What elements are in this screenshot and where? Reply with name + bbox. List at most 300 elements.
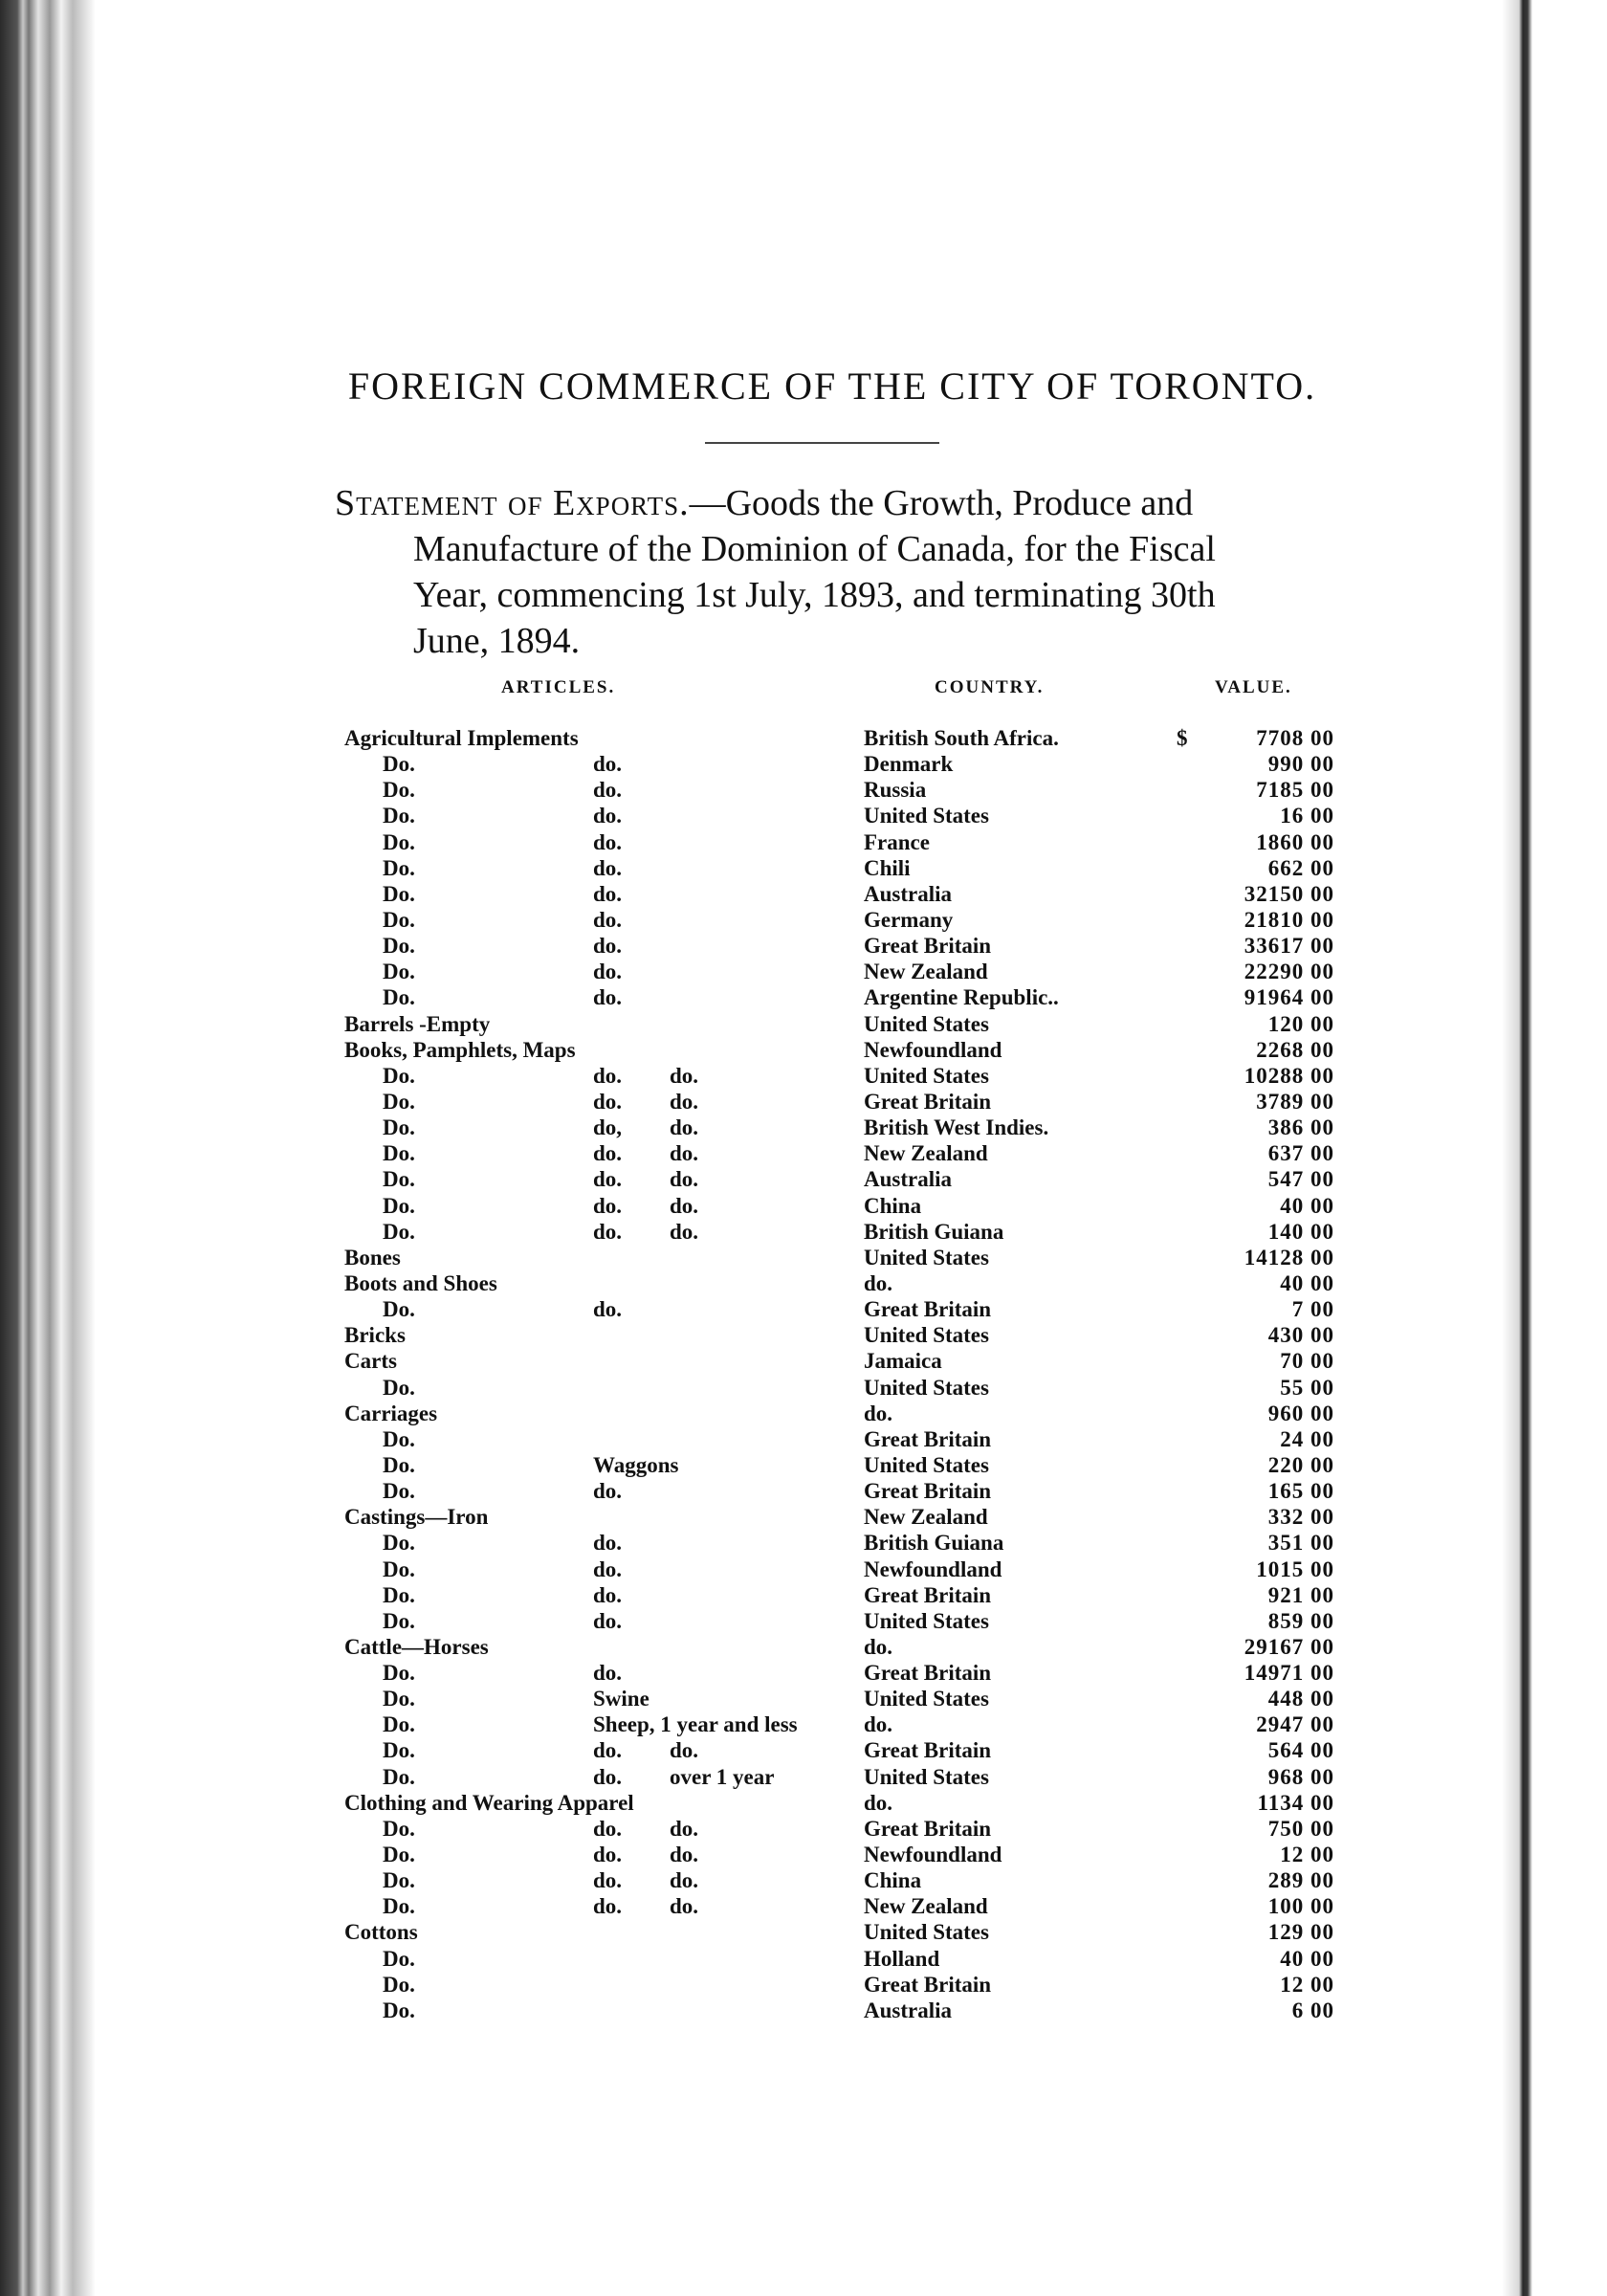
header-country: COUNTRY. (935, 677, 1045, 697)
value-cell (1181, 1790, 1334, 1816)
country-cell (864, 1842, 1132, 1867)
value-cell (1181, 829, 1334, 855)
value-cell (1181, 1893, 1334, 1919)
value-amount: 29167 00 (1244, 1634, 1334, 1659)
value-amount: 3789 00 (1256, 1089, 1334, 1114)
table-row (0, 777, 1607, 803)
article-detail: do. (593, 1167, 623, 1192)
country-name: Great Britain (864, 1479, 992, 1504)
article-name: Do. (383, 1687, 415, 1711)
article-detail-2: do. (670, 1219, 699, 1244)
article-name: Carts (344, 1349, 397, 1374)
article-name: Do. (383, 1141, 415, 1166)
country-cell (864, 1166, 1132, 1192)
value-cell (1181, 1660, 1334, 1686)
value-cell (1181, 1348, 1334, 1374)
country-name: Great Britain (864, 1816, 992, 1841)
article-name: Do. (383, 1219, 415, 1244)
table-row (0, 1063, 1607, 1089)
value-amount: 220 00 (1267, 1452, 1334, 1477)
value-cell (1181, 959, 1334, 984)
country-name: New Zealand (864, 1894, 988, 1919)
country-name: Denmark (864, 752, 954, 777)
value-amount: 40 00 (1280, 1193, 1334, 1218)
article-detail: do, (593, 1115, 623, 1140)
country-name: Great Britain (864, 1297, 992, 1322)
article-name: Do. (383, 1452, 415, 1477)
country-name: Great Britain (864, 1661, 992, 1686)
value-cell (1181, 1946, 1334, 1972)
country-cell (864, 881, 1132, 907)
country-cell (864, 1686, 1132, 1711)
article-name: Do. (383, 1712, 415, 1737)
article-detail-2: do. (670, 1063, 699, 1088)
country-name: United States (864, 1063, 989, 1088)
article-detail: do. (593, 960, 623, 984)
value-amount: 40 00 (1280, 1270, 1334, 1295)
article-name: Bones (344, 1245, 401, 1269)
table-row (0, 1115, 1607, 1140)
country-name: Australia (864, 881, 952, 906)
table-row (0, 1401, 1607, 1426)
value-cell (1181, 984, 1334, 1010)
country-name: Argentine Republic.. (864, 985, 1059, 1010)
value-amount: 14971 00 (1244, 1661, 1334, 1686)
country-name: Great Britain (864, 1972, 992, 1997)
country-cell (864, 1219, 1132, 1245)
table-row (0, 1998, 1607, 2023)
value-amount: 33617 00 (1244, 934, 1334, 959)
country-name: Great Britain (864, 1582, 992, 1607)
table-row (0, 1946, 1607, 1972)
table-row (0, 1919, 1607, 1945)
country-cell (864, 984, 1132, 1010)
value-amount: 24 00 (1280, 1426, 1334, 1451)
value-amount: 921 00 (1267, 1582, 1334, 1607)
country-name: do. (864, 1712, 893, 1737)
article-name: Do. (383, 1661, 415, 1686)
table-row (0, 933, 1607, 959)
article-name: Do. (383, 804, 415, 828)
country-cell (864, 803, 1132, 828)
table-row (0, 1842, 1607, 1867)
article-detail: do. (593, 1661, 623, 1686)
article-detail-2: do. (670, 1894, 699, 1919)
value-cell (1181, 1711, 1334, 1737)
table-row (0, 725, 1607, 751)
country-name: British West Indies. (864, 1115, 1049, 1140)
value-cell (1181, 1919, 1334, 1945)
country-name: France (864, 829, 930, 854)
article-name: Do. (383, 881, 415, 906)
article-name: Do. (383, 1556, 415, 1581)
country-cell (864, 1919, 1132, 1945)
article-detail: do. (593, 881, 623, 906)
article-detail-2: do. (670, 1816, 699, 1841)
value-cell (1181, 1375, 1334, 1401)
value-amount: 2268 00 (1256, 1037, 1334, 1062)
country-cell (864, 1816, 1132, 1842)
value-amount: 351 00 (1267, 1531, 1334, 1556)
article-detail: do. (593, 1608, 623, 1633)
country-name: Newfoundland (864, 1843, 1002, 1867)
country-cell (864, 1270, 1132, 1296)
country-name: British South Africa. (864, 726, 1059, 750)
article-detail: Waggons (593, 1452, 679, 1477)
title-rule (705, 442, 939, 444)
country-name: do. (864, 1790, 893, 1815)
article-detail-2: do. (670, 1843, 699, 1867)
article-name: Do. (383, 1738, 415, 1763)
country-name: United States (864, 804, 989, 828)
value-amount: 129 00 (1267, 1920, 1334, 1945)
country-name: United States (864, 1920, 989, 1945)
value-cell (1181, 803, 1334, 828)
country-name: New Zealand (864, 960, 988, 984)
country-cell (864, 1582, 1132, 1608)
value-cell (1181, 1764, 1334, 1790)
article-detail: do. (593, 1193, 623, 1218)
country-cell (864, 1998, 1132, 2023)
table-row (0, 1219, 1607, 1245)
article-name: Do. (383, 1167, 415, 1192)
value-cell (1181, 1063, 1334, 1089)
table-row (0, 1322, 1607, 1348)
value-amount: 165 00 (1267, 1479, 1334, 1504)
table-row (0, 1816, 1607, 1842)
value-cell (1181, 1270, 1334, 1296)
page-title: FOREIGN COMMERCE OF THE CITY OF TORONTO. (347, 364, 1317, 408)
value-amount: 1134 00 (1257, 1790, 1334, 1815)
country-cell (864, 1426, 1132, 1452)
country-name: Germany (864, 907, 954, 932)
article-detail-2: over 1 year (670, 1764, 775, 1789)
article-name: Do. (383, 1479, 415, 1504)
value-cell (1181, 1011, 1334, 1037)
country-cell (864, 907, 1132, 933)
value-cell (1181, 1478, 1334, 1504)
value-cell (1181, 1582, 1334, 1608)
value-amount: 564 00 (1267, 1738, 1334, 1763)
value-cell (1181, 1634, 1334, 1660)
value-amount: 140 00 (1267, 1219, 1334, 1244)
country-cell (864, 1608, 1132, 1634)
header-articles: ARTICLES. (501, 677, 616, 697)
country-cell (864, 1946, 1132, 1972)
article-name: Do. (383, 1375, 415, 1400)
article-detail: do. (593, 1843, 623, 1867)
country-name: do. (864, 1270, 893, 1295)
value-cell (1181, 1816, 1334, 1842)
value-amount: 2947 00 (1256, 1712, 1334, 1737)
table-row (0, 1140, 1607, 1166)
table-row (0, 1348, 1607, 1374)
value-cell (1181, 881, 1334, 907)
country-name: Newfoundland (864, 1556, 1002, 1581)
country-name: New Zealand (864, 1505, 988, 1530)
country-name: Great Britain (864, 1089, 992, 1114)
table-row (0, 1556, 1607, 1582)
value-amount: 7 00 (1291, 1297, 1334, 1322)
table-row (0, 1037, 1607, 1063)
value-cell (1181, 1867, 1334, 1893)
value-amount: 55 00 (1280, 1375, 1334, 1400)
value-amount: 386 00 (1267, 1115, 1334, 1140)
country-cell (864, 1115, 1132, 1140)
value-amount: 859 00 (1267, 1608, 1334, 1633)
article-detail: do. (593, 985, 623, 1010)
value-cell (1181, 1140, 1334, 1166)
country-name: New Zealand (864, 1141, 988, 1166)
country-name: British Guiana (864, 1531, 1004, 1556)
exports-table (0, 725, 1607, 2023)
table-row (0, 1711, 1607, 1737)
article-name: Agricultural Implements (344, 726, 579, 750)
country-name: China (864, 1868, 922, 1893)
article-name: Bricks (344, 1323, 406, 1348)
country-name: Russia (864, 778, 927, 803)
value-cell (1181, 1166, 1334, 1192)
article-detail: do. (593, 752, 623, 777)
country-name: Jamaica (864, 1349, 942, 1374)
country-cell (864, 751, 1132, 777)
value-cell (1181, 1608, 1334, 1634)
value-amount: 547 00 (1267, 1167, 1334, 1192)
article-name: Do. (383, 1297, 415, 1322)
value-cell (1181, 1530, 1334, 1556)
value-amount: 12 00 (1280, 1843, 1334, 1867)
article-detail: do. (593, 778, 623, 803)
country-cell (864, 1322, 1132, 1348)
article-detail-2: do. (670, 1193, 699, 1218)
country-cell (864, 1764, 1132, 1790)
value-cell (1181, 1219, 1334, 1245)
article-name: Do. (383, 934, 415, 959)
article-name: Do. (383, 1582, 415, 1607)
article-detail: do. (593, 1738, 623, 1763)
article-detail-2: do. (670, 1868, 699, 1893)
country-cell (864, 1972, 1132, 1998)
article-detail: do. (593, 1582, 623, 1607)
value-amount: 32150 00 (1244, 881, 1334, 906)
article-detail: do. (593, 1063, 623, 1088)
article-name: Do. (383, 960, 415, 984)
article-detail-2: do. (670, 1141, 699, 1166)
header-value: VALUE. (1215, 677, 1292, 697)
value-cell (1181, 1452, 1334, 1478)
article-detail: do. (593, 1531, 623, 1556)
table-row (0, 1608, 1607, 1634)
statement-paragraph (335, 480, 1320, 664)
value-cell (1181, 777, 1334, 803)
article-detail: do. (593, 1297, 623, 1322)
country-name: Chili (864, 855, 911, 880)
value-cell (1181, 751, 1334, 777)
country-cell (864, 1711, 1132, 1737)
value-amount: 120 00 (1267, 1011, 1334, 1036)
value-amount: 7185 00 (1256, 778, 1334, 803)
article-detail: do. (593, 1764, 623, 1789)
country-cell (864, 829, 1132, 855)
table-row (0, 1893, 1607, 1919)
value-cell (1181, 1556, 1334, 1582)
table-row (0, 907, 1607, 933)
table-row (0, 1375, 1607, 1401)
table-row (0, 1867, 1607, 1893)
table-row (0, 1452, 1607, 1478)
value-amount: 1860 00 (1256, 829, 1334, 854)
country-name: Great Britain (864, 934, 992, 959)
country-cell (864, 1737, 1132, 1763)
article-name: Do. (383, 907, 415, 932)
value-amount: 960 00 (1267, 1401, 1334, 1425)
article-name: Cottons (344, 1920, 418, 1945)
value-cell (1181, 1426, 1334, 1452)
article-detail: do. (593, 855, 623, 880)
value-cell (1177, 725, 1334, 751)
article-name: Do. (383, 1193, 415, 1218)
value-amount: 990 00 (1267, 752, 1334, 777)
article-name: Do. (383, 855, 415, 880)
value-amount: 21810 00 (1244, 907, 1334, 932)
country-name: Australia (864, 1167, 952, 1192)
country-cell (864, 1296, 1132, 1322)
value-cell (1181, 1401, 1334, 1426)
value-amount: 430 00 (1267, 1323, 1334, 1348)
article-name: Do. (383, 1764, 415, 1789)
statement-text-2: Manufacture of the Dominion of Canada, for the Fiscal (413, 529, 1216, 569)
value-cell (1181, 855, 1334, 881)
country-name: Great Britain (864, 1738, 992, 1763)
article-name: Cattle—Horses (344, 1634, 489, 1659)
article-name: Do. (383, 1868, 415, 1893)
article-name: Do. (383, 1998, 415, 2022)
country-cell (864, 1790, 1132, 1816)
country-cell (864, 959, 1132, 984)
country-name: Great Britain (864, 1426, 992, 1451)
value-cell (1181, 907, 1334, 933)
table-row (0, 803, 1607, 828)
article-name: Clothing and Wearing Apparel (344, 1790, 634, 1815)
value-cell (1181, 1322, 1334, 1348)
value-amount: 10288 00 (1244, 1063, 1334, 1088)
table-row (0, 1634, 1607, 1660)
country-cell (864, 1504, 1132, 1530)
article-detail: Swine (593, 1687, 649, 1711)
table-row (0, 1790, 1607, 1816)
article-detail: do. (593, 934, 623, 959)
country-cell (864, 1348, 1132, 1374)
article-detail: do. (593, 829, 623, 854)
article-name: Castings—Iron (344, 1505, 489, 1530)
article-detail: do. (593, 804, 623, 828)
table-row (0, 1660, 1607, 1686)
article-name: Do. (383, 1843, 415, 1867)
country-cell (864, 1037, 1132, 1063)
article-name: Do. (383, 1089, 415, 1114)
country-cell (864, 725, 1132, 751)
country-name: Newfoundland (864, 1037, 1002, 1062)
table-row (0, 1193, 1607, 1219)
value-amount: 289 00 (1267, 1868, 1334, 1893)
article-detail: do. (593, 1141, 623, 1166)
article-name: Do. (383, 1426, 415, 1451)
country-cell (864, 1867, 1132, 1893)
value-amount: 7708 00 (1256, 726, 1334, 750)
country-name: United States (864, 1452, 989, 1477)
country-cell (864, 1375, 1132, 1401)
country-cell (864, 1245, 1132, 1270)
statement-text-3: Year, commencing 1st July, 1893, and terminating 30th (413, 575, 1216, 615)
article-name: Boots and Shoes (344, 1270, 497, 1295)
table-row (0, 1089, 1607, 1115)
country-name: China (864, 1193, 922, 1218)
country-cell (864, 1530, 1132, 1556)
country-cell (864, 1478, 1132, 1504)
table-row (0, 881, 1607, 907)
value-amount: 1015 00 (1256, 1556, 1334, 1581)
country-name: United States (864, 1375, 989, 1400)
table-row (0, 1504, 1607, 1530)
country-name: United States (864, 1687, 989, 1711)
article-name: Do. (383, 985, 415, 1010)
statement-text-4: June, 1894. (413, 621, 581, 661)
country-name: United States (864, 1011, 989, 1036)
country-name: United States (864, 1323, 989, 1348)
value-amount: 91964 00 (1244, 985, 1334, 1010)
table-row (0, 829, 1607, 855)
country-name: United States (864, 1764, 989, 1789)
value-cell (1181, 1972, 1334, 1998)
country-cell (864, 1893, 1132, 1919)
country-cell (864, 1193, 1132, 1219)
value-amount: 662 00 (1267, 855, 1334, 880)
country-cell (864, 1011, 1132, 1037)
value-cell (1181, 1296, 1334, 1322)
table-row (0, 1582, 1607, 1608)
country-cell (864, 1140, 1132, 1166)
article-name: Do. (383, 1894, 415, 1919)
value-amount: 332 00 (1267, 1505, 1334, 1530)
country-cell (864, 1089, 1132, 1115)
article-detail: do. (593, 1894, 623, 1919)
value-cell (1181, 1737, 1334, 1763)
country-cell (864, 1556, 1132, 1582)
value-amount: 16 00 (1280, 804, 1334, 828)
country-cell (864, 777, 1132, 803)
article-detail-2: do. (670, 1115, 699, 1140)
article-name: Do. (383, 1531, 415, 1556)
article-name: Do. (383, 1608, 415, 1633)
article-name: Do. (383, 778, 415, 803)
table-row (0, 1270, 1607, 1296)
value-amount: 968 00 (1267, 1764, 1334, 1789)
country-cell (864, 855, 1132, 881)
country-cell (864, 933, 1132, 959)
table-row (0, 1478, 1607, 1504)
article-detail: do. (593, 1479, 623, 1504)
value-amount: 12 00 (1280, 1972, 1334, 1997)
article-detail: do. (593, 1089, 623, 1114)
table-row (0, 1686, 1607, 1711)
table-row (0, 1530, 1607, 1556)
article-detail: do. (593, 1816, 623, 1841)
article-detail: Sheep, 1 year and less (593, 1712, 798, 1737)
value-amount: 22290 00 (1244, 960, 1334, 984)
value-cell (1181, 933, 1334, 959)
table-row (0, 1011, 1607, 1037)
article-name: Barrels -Empty (344, 1011, 491, 1036)
